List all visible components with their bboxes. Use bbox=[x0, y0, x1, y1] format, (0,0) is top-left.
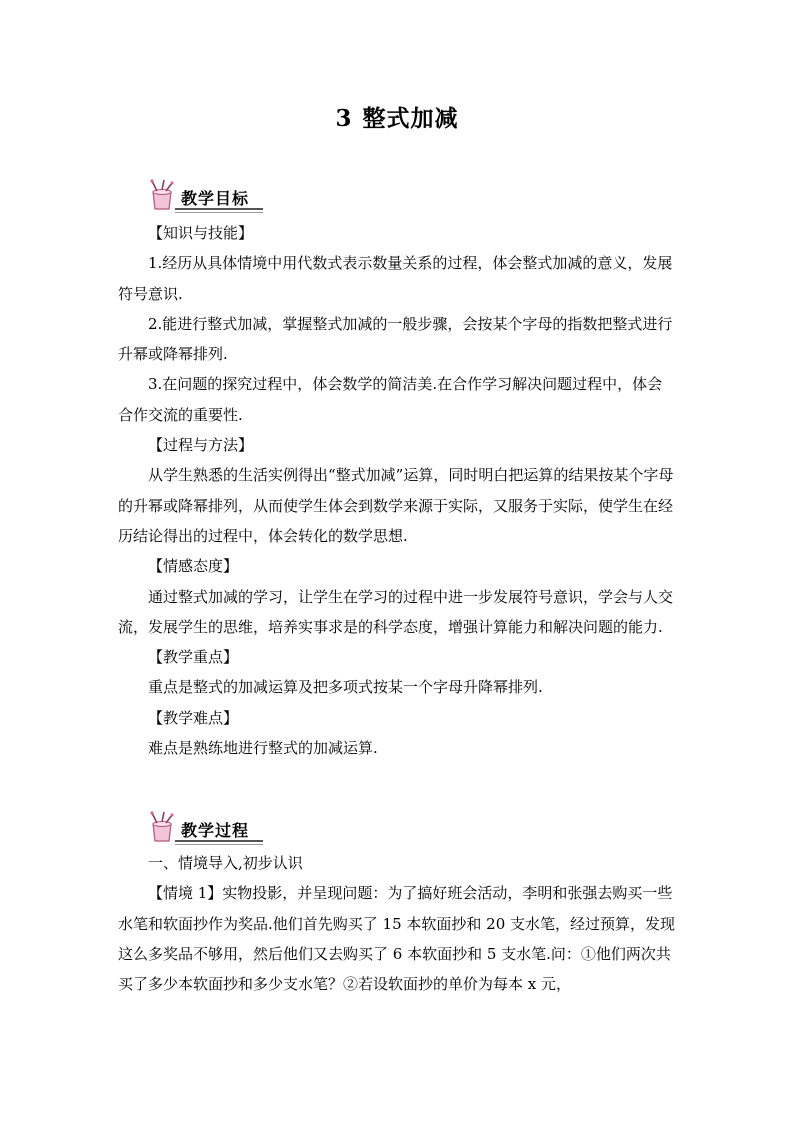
title-number: 3 bbox=[335, 105, 353, 132]
key-points-heading: 【教学重点】 bbox=[148, 648, 239, 667]
key-points-text: 重点是整式的加减运算及把多项式按某一个字母升降幂排列. bbox=[148, 678, 543, 697]
section-banner-objectives bbox=[145, 178, 263, 214]
page-title bbox=[0, 100, 794, 133]
process-heading: 【过程与方法】 bbox=[148, 436, 254, 455]
scenario-1-text: 【情境 1】实物投影，并呈现问题：为了搞好班会活动，李明和张强去购买一些水笔和软面抄作为奖品.他们首先购买了 15 本软面抄和 20 支水笔，经过预算，发现这么多奖品不够用，然后他们又去购买了 6 本软面抄和 5 支水笔.问：①他们两次共买了多少本软面抄和多少支水笔？②若设软面抄的单价为每本 x 元， bbox=[118, 884, 676, 994]
banner-label: 教学过程 bbox=[181, 821, 250, 840]
step-1-heading: 一、情境导入,初步认识 bbox=[148, 854, 303, 872]
knowledge-item-2: 2.能进行整式加减，掌握整式加减的一般步骤，会按某个字母的指数把整式进行升幂或降幂排列. bbox=[118, 314, 673, 364]
pencil-cup-icon bbox=[145, 178, 179, 212]
banner-label: 教学目标 bbox=[181, 189, 250, 208]
difficulty-text: 难点是熟练地进行整式的加减运算. bbox=[148, 739, 378, 758]
attitude-text: 通过整式加减的学习，让学生在学习的过程中进一步发展符号意识，学会与人交流，发展学生的思维，培养实事求是的科学态度，增强计算能力和解决问题的能力. bbox=[118, 587, 674, 636]
difficulty-heading: 【教学难点】 bbox=[148, 708, 239, 727]
knowledge-heading: 【知识与技能】 bbox=[148, 224, 254, 242]
banner-underline bbox=[175, 840, 263, 842]
objectives-content bbox=[118, 218, 676, 763]
knowledge-item-1: 1.经历从具体情境中用代数式表示数量关系的过程，体会整式加减的意义，发展符号意识. bbox=[118, 254, 673, 303]
pencil-cup-icon bbox=[145, 810, 179, 844]
banner-underline bbox=[175, 208, 263, 210]
title-text: 整式加减 bbox=[362, 105, 459, 132]
banner-underline-thin bbox=[175, 844, 263, 845]
knowledge-item-3: 3.在问题的探究过程中，体会数学的简洁美.在合作学习解决问题过程中，体会合作交流的重要性. bbox=[118, 375, 663, 424]
section-banner-process bbox=[145, 810, 263, 846]
process-text: 从学生熟悉的生活实例得出“整式加减”运算，同时明白把运算的结果按某个字母的升幂或降幂排列，从而使学生体会到数学来源于实际，又服务于实际，使学生在经历结论得出的过程中，体会转化的数学思想. bbox=[118, 466, 674, 545]
process-content bbox=[118, 848, 676, 999]
banner-underline-thin bbox=[175, 212, 263, 213]
attitude-heading: 【情感态度】 bbox=[148, 557, 239, 576]
